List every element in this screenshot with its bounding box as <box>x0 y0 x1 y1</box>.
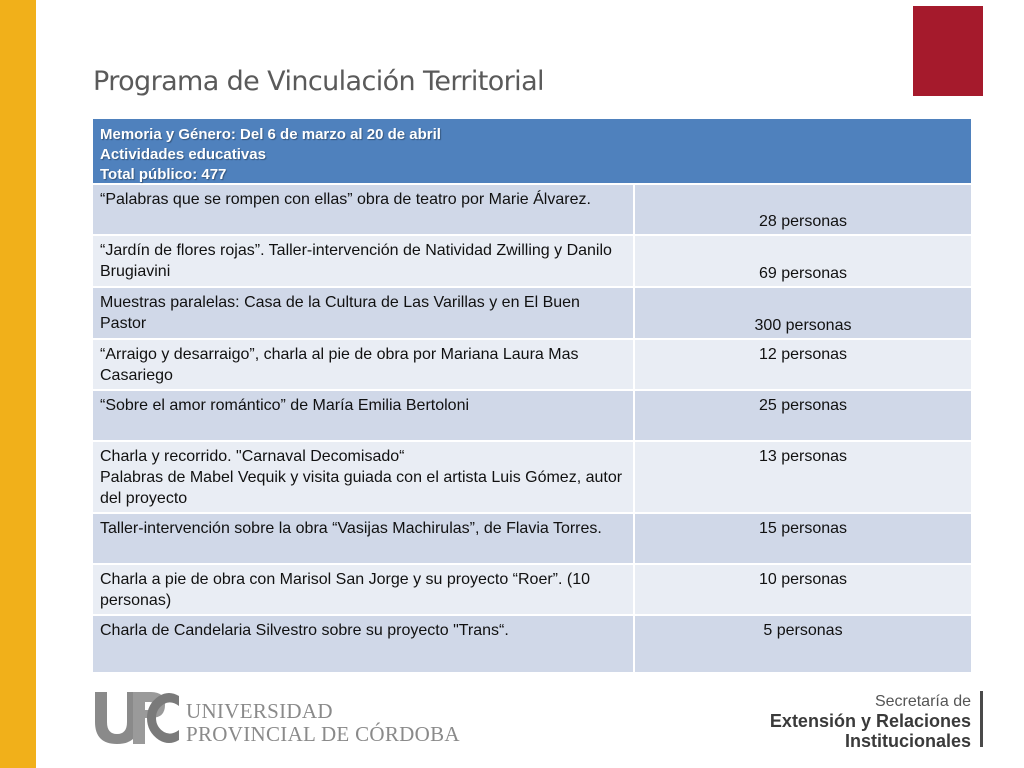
table-row <box>93 565 971 616</box>
audience-cell: 12 personas <box>635 340 971 389</box>
header-line-total: Total público: 477 <box>100 166 227 183</box>
audience-cell: 25 personas <box>635 391 971 440</box>
secretariat-divider <box>980 691 983 747</box>
page-title: Programa de Vinculación Territorial <box>93 66 544 97</box>
activity-cell: Charla a pie de obra con Marisol San Jorge y su proyecto “Roer”. (10 personas) <box>93 565 635 614</box>
table-row <box>93 236 971 288</box>
activity-cell: Taller-intervención sobre la obra “Vasijas Machirulas”, de Flavia Torres. <box>93 514 635 563</box>
table-row <box>93 288 971 340</box>
university-line2: PROVINCIAL DE CÓRDOBA <box>186 722 460 746</box>
activity-line: Palabras de Mabel Vequik y visita guiada con el artista Luis Gómez, autor del proyecto <box>100 469 623 507</box>
activity-cell: “Palabras que se rompen con ellas” obra de teatro por Marie Álvarez. <box>93 185 635 234</box>
left-accent-bar <box>0 0 36 768</box>
audience-cell <box>635 185 971 234</box>
audience-cell: 15 personas <box>635 514 971 563</box>
secretariat-block <box>770 693 971 751</box>
audience-cell <box>635 236 971 286</box>
table-row <box>93 391 971 442</box>
audience-value: 28 personas <box>758 213 848 230</box>
secretariat-line3: Institucionales <box>844 731 971 751</box>
table-row <box>93 340 971 391</box>
red-corner-square <box>913 6 983 96</box>
audience-cell: 10 personas <box>635 565 971 614</box>
activity-cell: Muestras paralelas: Casa de la Cultura de Las Varillas y en El Buen Pastor <box>93 288 635 338</box>
audience-cell <box>635 288 971 338</box>
table-row <box>93 442 971 514</box>
audience-value: 300 personas <box>754 317 852 334</box>
secretariat-line2: Extensión y Relaciones <box>769 711 971 731</box>
secretariat-line1: Secretaría de <box>874 693 971 710</box>
activity-cell: “Arraigo y desarraigo”, charla al pie de obra por Mariana Laura Mas Casariego <box>93 340 635 389</box>
table-row <box>93 185 971 236</box>
audience-cell: 13 personas <box>635 442 971 512</box>
activity-cell: Charla de Candelaria Silvestro sobre su proyecto "Trans“. <box>93 616 635 672</box>
table-header <box>93 119 971 185</box>
activity-line: Charla y recorrido. "Carnaval Decomisado“ <box>100 448 405 465</box>
activity-cell: “Sobre el amor romántico” de María Emilia Bertoloni <box>93 391 635 440</box>
header-line-period: Memoria y Género: Del 6 de marzo al 20 de abril <box>100 126 441 143</box>
activity-cell: “Jardín de flores rojas”. Taller-intervención de Natividad Zwilling y Danilo Brugiavini <box>93 236 635 286</box>
university-line1: UNIVERSIDAD <box>186 699 333 723</box>
university-name <box>186 700 460 746</box>
activities-table <box>93 119 971 672</box>
table-row <box>93 616 971 672</box>
activity-cell <box>93 442 635 512</box>
audience-cell: 5 personas <box>635 616 971 672</box>
table-row <box>93 514 971 565</box>
header-line-category: Actividades educativas <box>100 146 266 163</box>
audience-value: 69 personas <box>758 265 848 282</box>
